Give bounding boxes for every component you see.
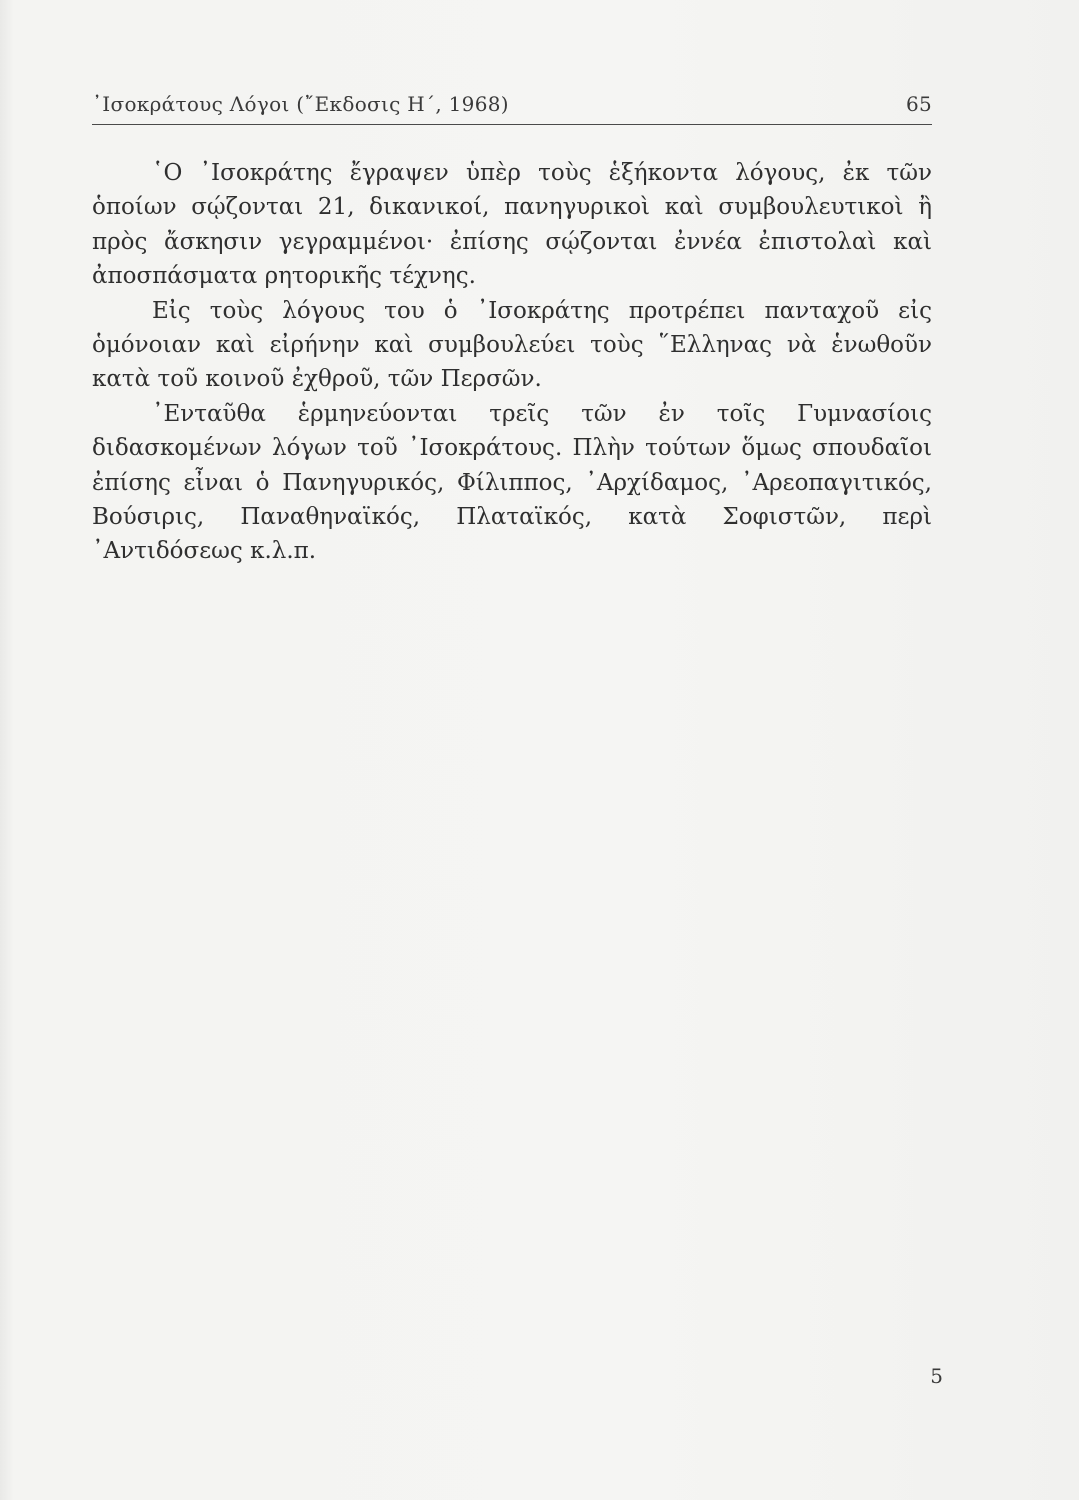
paragraph: Εἰς τοὺς λόγους του ὁ ᾿Ισοκράτης προτρέπει πανταχοῦ εἰς ὁμόνοιαν καὶ εἰρήνην καὶ συμβουλεύει τοὺς ῞Ελληνας νὰ ἑνωθοῦν κατὰ τοῦ κοινοῦ ἐχθροῦ, τῶν Περσῶν. <box>92 297 932 393</box>
page-number: 65 <box>905 92 932 116</box>
paragraph: ᾿Ενταῦθα ἑρμηνεύονται τρεῖς τῶν ἐν τοῖς Γυμνασίοις διδασκομένων λόγων τοῦ ᾿Ισοκράτους. Πλὴν τούτων ὅμως σπουδαῖοι ἐπίσης εἶναι ὁ Πανηγυρικός, Φίλιππος, ᾿Αρχίδαμος, ᾿Αρεοπαγιτικός, Βούσιρις, Παναθηναϊκός, Πλαταϊκός, κατὰ Σοφιστῶν, περὶ ᾿Αντιδόσεως κ.λ.π. <box>92 400 932 565</box>
body-text <box>92 156 932 569</box>
paragraph: ῾Ο ᾿Ισοκράτης ἔγραψεν ὑπὲρ τοὺς ἑξήκοντα λόγους, ἐκ τῶν ὁποίων σῴζονται 21, δικανικοί, πανηγυρικοὶ καὶ συμβουλευτικοὶ ἢ πρὸς ἄσκησιν γεγραμμένοι· ἐπίσης σῴζονται ἐννέα ἐπιστολαὶ καὶ ἀποσπάσματα ρητορικῆς τέχνης. <box>92 160 932 290</box>
running-header <box>92 92 932 122</box>
running-header-title: ᾿Ισοκράτους Λόγοι (῎Εκδοσις Η΄, 1968) <box>92 92 509 116</box>
folio-number: 5 <box>930 1364 943 1388</box>
header-rule <box>92 124 932 125</box>
